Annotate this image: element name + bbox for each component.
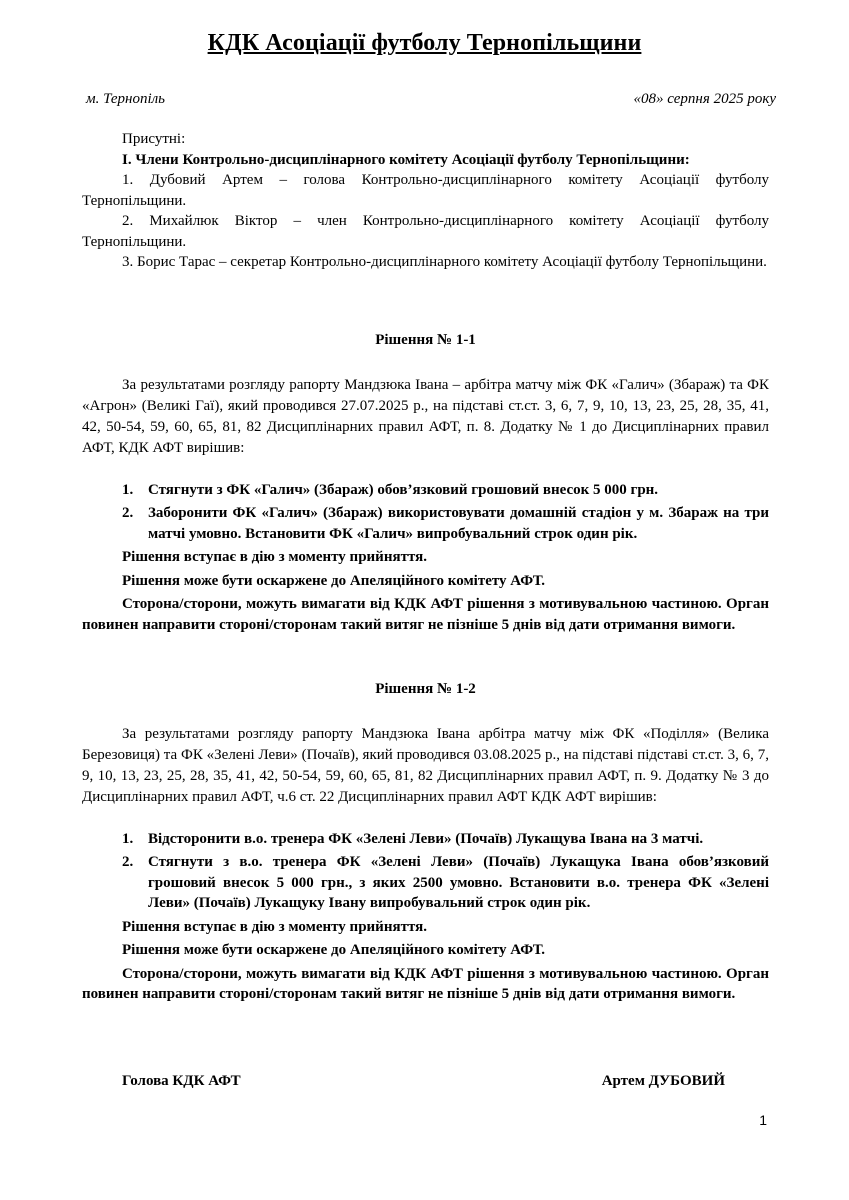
attendance-label: Присутні: xyxy=(122,131,186,147)
item-text: Заборонити ФК «Галич» (Збараж) використовувати домашній стадіон у м. Збараж на три матчі умовно. Встановити ФК «Галич» випробувальний строк один рік. xyxy=(148,505,769,542)
decision-heading: Рішення № 1-2 xyxy=(375,681,476,697)
decision-item xyxy=(82,503,769,544)
decision-effect: Рішення вступає в дію з моменту прийняття. xyxy=(122,549,427,565)
decision-item xyxy=(82,829,769,850)
member-item: 2. Михайлюк Віктор – член Контрольно-дисциплінарного комітету Асоціації футболу Тернопільщини. xyxy=(82,213,769,250)
item-number: 2. xyxy=(122,505,134,521)
item-number: 1. xyxy=(122,481,134,498)
decision-item xyxy=(82,480,769,501)
decision-effect: Рішення вступає в дію з моменту прийняття. xyxy=(122,918,427,935)
decision-items xyxy=(82,480,769,545)
decision-motivation: Сторона/сторони, можуть вимагати від КДК АФТ рішення з мотивувальною частиною. Орган повинен направити стороні/сторонам такий витяг не пізніше 5 днів від дати отримання вимоги. xyxy=(82,596,769,633)
page-number: 1 xyxy=(759,1112,767,1128)
decision-2-section xyxy=(82,679,769,1005)
decision-appeal: Рішення може бути оскаржене до Апеляційного комітету АФТ. xyxy=(122,942,545,958)
decision-item xyxy=(82,852,769,914)
decision-motivation: Сторона/сторони, можуть вимагати від КДК АФТ рішення з мотивувальною частиною. Орган повинен направити стороні/сторонам такий витяг не пізніше 5 днів від дати отримання вимоги. xyxy=(82,965,769,1002)
item-text: Відсторонити в.о. тренера ФК «Зелені Леви» (Почаїв) Лукащува Івана на 3 матчі. xyxy=(148,830,704,847)
item-text: Стягнути з ФК «Галич» (Збараж) обов’язковий грошовий внесок 5 000 грн. xyxy=(148,481,659,498)
members-heading: І. Члени Контрольно-дисциплінарного комітету Асоціації футболу Тернопільщини: xyxy=(122,151,690,168)
decision-heading: Рішення № 1-1 xyxy=(375,332,476,348)
attendance-section xyxy=(82,129,769,273)
decision-appeal: Рішення може бути оскаржене до Апеляційного комітету АФТ. xyxy=(122,572,545,589)
decision-intro: За результатами розгляду рапорту Мандзюка Івана – арбітра матчу між ФК «Галич» (Збараж) та ФК «Агрон» (Великі Гаї), який проводився 27.07.2025 р., на підставі ст.ст. 3, 6, 7, 9, 10, 13, 23, 25, 28, 35, 41, 42, 50-54, 59, 60, 65, 81, 82 Дисциплінарних правил АФТ, п. 8. Додатку № 1 до Дисциплінарних правил АФТ, КДК АФТ вирішив: xyxy=(82,376,769,456)
decision-intro: За результатами розгляду рапорту Мандзюка Івана арбітра матчу між ФК «Поділля» (Велика Березовиця) та ФК «Зелені Леви» (Почаїв), який проводився 03.08.2025 р., на підставі підставі ст.ст. 3, 6, 7, 9, 10, 13, 23, 25, 28, 35, 41, 42, 50-54, 59, 60, 65, 81, 82 Дисциплінарних правил АФТ, п. 9. Додатку № 3 до Дисциплінарних правил АФТ, ч.6 ст. 22 Дисциплінарних правил АФТ КДК АФТ вирішив: xyxy=(82,725,769,805)
decision-items xyxy=(82,829,769,914)
member-item: 1. Дубовий Артем – голова Контрольно-дисциплінарного комітету Асоціації футболу Тернопільщини. xyxy=(82,172,769,209)
decision-1-section xyxy=(82,330,769,635)
signature-role: Голова КДК АФТ xyxy=(122,1073,241,1089)
document-place: м. Тернопіль xyxy=(86,91,166,107)
signature-name: Артем ДУБОВИЙ xyxy=(601,1073,725,1089)
document-title: КДК Асоціації футболу Тернопільщини xyxy=(207,30,642,56)
item-number: 2. xyxy=(122,854,134,870)
item-text: Стягнути з в.о. тренера ФК «Зелені Леви» (Почаїв) Лукащука Івана обов’язковий грошовий внесок 5 000 грн., з яких 2500 умовно. Встановити в.о. тренера ФК «Зелені Леви» (Почаїв) Лукащуку Івану випробувальний строк один рік. xyxy=(148,854,769,911)
member-item: 3. Борис Тарас – секретар Контрольно-дисциплінарного комітету Асоціації футболу Тернопільщини. xyxy=(122,254,767,270)
document-date: «08» серпня 2025 року xyxy=(633,91,776,107)
item-number: 1. xyxy=(122,830,134,847)
